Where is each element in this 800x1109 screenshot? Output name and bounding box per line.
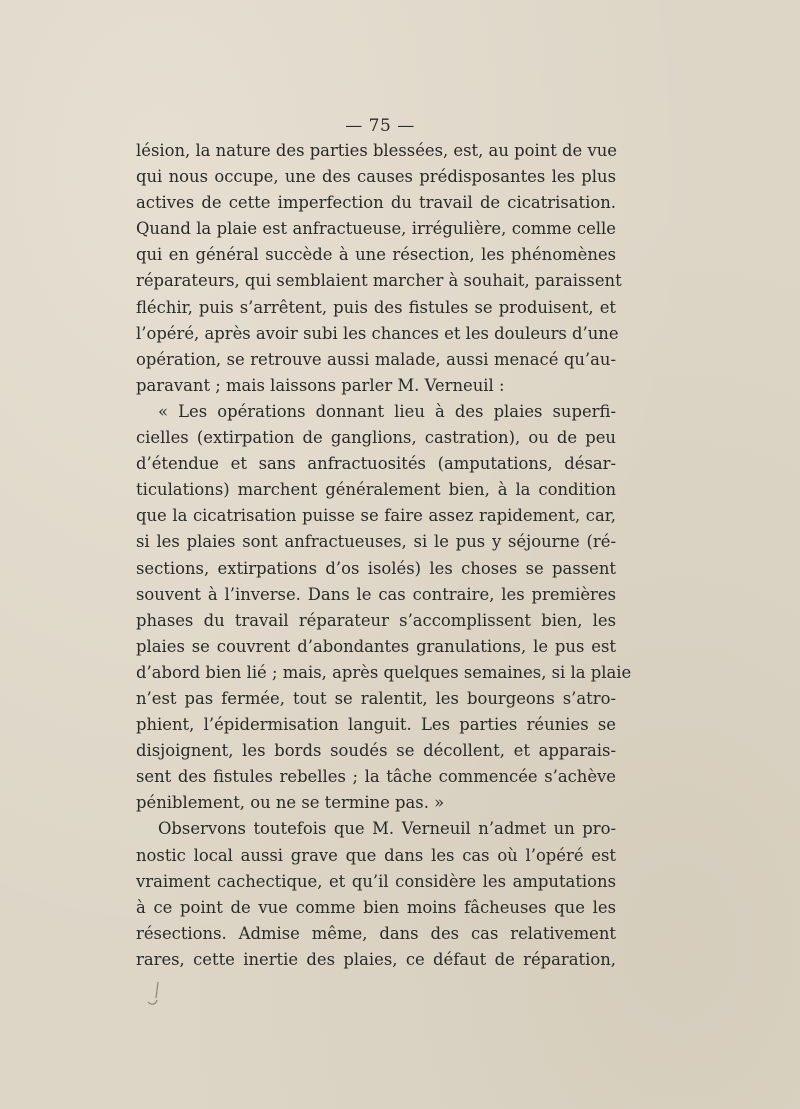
text-line: sent des fistules rebelles ; la tâche commencée s’achève: [136, 767, 616, 787]
text-line: actives de cette imperfection du travail de cicatrisation.: [136, 193, 616, 213]
text-line: fléchir, puis s’arrêtent, puis des fistules se produisent, et: [136, 297, 616, 317]
text-line: Quand la plaie est anfractueuse, irrégulière, comme celle: [136, 219, 616, 239]
text-line: si les plaies sont anfractueuses, si le pus y séjourne (ré-: [136, 532, 616, 552]
text-line: Observons toutefois que M. Verneuil n’admet un pro-: [158, 819, 616, 839]
body-text: [136, 138, 632, 973]
text-line: sections, extirpations d’os isolés) les choses se passent: [136, 558, 616, 578]
text-line: souvent à l’inverse. Dans le cas contraire, les premières: [136, 584, 616, 604]
text-line: plaies se couvrent d’abondantes granulations, le pus est: [136, 636, 616, 656]
text-line: opération, se retrouve aussi malade, aussi menacé qu’au-: [136, 349, 616, 369]
text-line: cielles (extirpation de ganglions, castration), ou de peu: [136, 428, 616, 448]
text-line: nostic local aussi grave que dans les cas où l’opéré est: [136, 845, 616, 865]
text-line: ticulations) marchent généralement bien, à la condition: [136, 480, 616, 500]
text-line: qui en général succède à une résection, les phénomènes: [136, 245, 616, 265]
text-line: d’abord bien lié ; mais, après quelques semaines, si la plaie: [136, 662, 632, 682]
text-line: réparateurs, qui semblaient marcher à souhait, paraissent: [136, 271, 622, 291]
text-line: n’est pas fermée, tout se ralentit, les bourgeons s’atro-: [136, 688, 616, 708]
text-line: paravant ; mais laissons parler M. Verneuil :: [136, 375, 505, 395]
text-line: à ce point de vue comme bien moins fâcheuses que les: [136, 897, 616, 917]
text-line: disjoignent, les bords soudés se décollent, et apparais-: [136, 741, 616, 761]
pencil-mark-icon: [144, 980, 168, 1010]
text-line: lésion, la nature des parties blessées, est, au point de vue: [136, 141, 617, 160]
text-line: résections. Admise même, dans des cas relativement: [136, 923, 616, 943]
page-number: — 75 —: [345, 116, 415, 136]
text-line: vraiment cachectique, et qu’il considère les amputations: [136, 871, 616, 891]
text-line: péniblement, ou ne se termine pas. »: [136, 793, 445, 813]
text-line: d’étendue et sans anfractuosités (amputations, désar-: [136, 454, 616, 474]
text-line: rares, cette inertie des plaies, ce défaut de réparation,: [136, 949, 616, 969]
text-line: qui nous occupe, une des causes prédisposantes les plus: [136, 167, 616, 187]
text-line: phases du travail réparateur s’accomplissent bien, les: [136, 610, 616, 630]
text-line: l’opéré, après avoir subi les chances et les douleurs d’une: [136, 323, 619, 343]
text-line: « Les opérations donnant lieu à des plaies superfi-: [158, 401, 616, 421]
text-line: que la cicatrisation puisse se faire assez rapidement, car,: [136, 506, 616, 526]
text-line: phient, l’épidermisation languit. Les parties réunies se: [136, 715, 616, 735]
